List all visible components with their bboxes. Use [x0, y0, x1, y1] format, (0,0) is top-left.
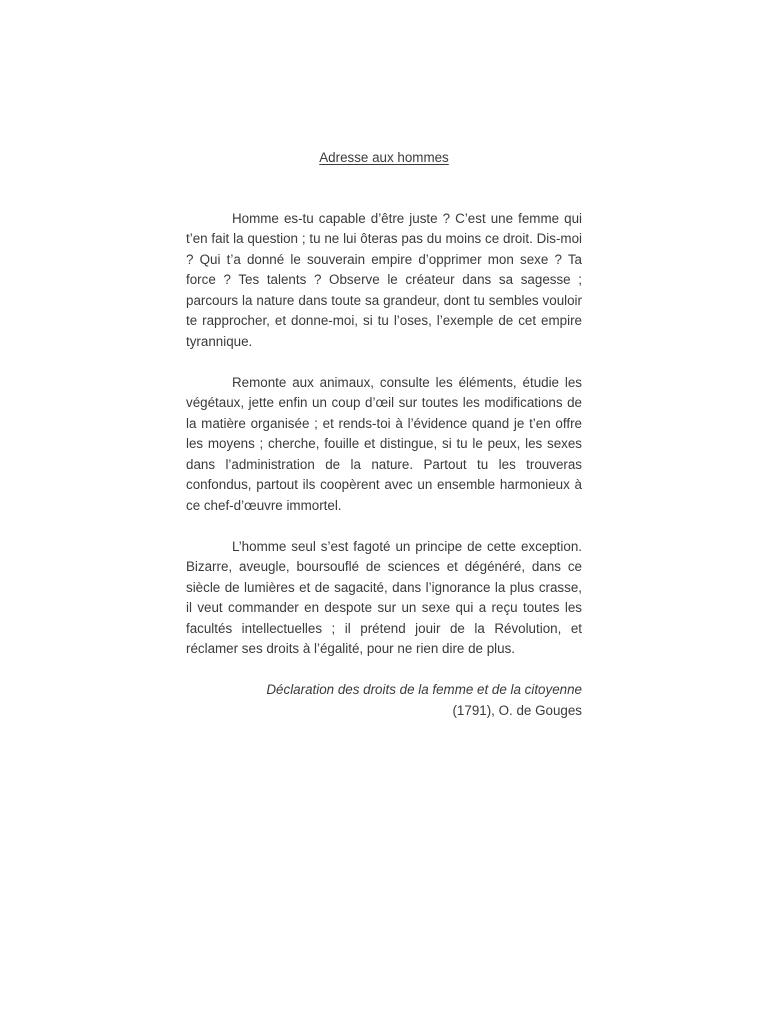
- citation: [186, 680, 582, 721]
- paragraph-2: Remonte aux animaux, consulte les éléments, étudie les végétaux, jette enfin un coup d’œil sur toutes les modifications de la matière organisée ; et rends-toi à l’évidence quand je t’en offre les moyens ; cherche, fouille et distingue, si tu le peux, les sexes dans l’administration de la nature. Partout tu les trouveras confondus, partout ils coopèrent avec un ensemble harmonieux à ce chef-d’œuvre immortel.: [186, 374, 582, 513]
- citation-source: (1791), O. de Gouges: [452, 702, 582, 718]
- document-title: Adresse aux hommes: [319, 150, 449, 165]
- citation-work-title: Déclaration des droits de la femme et de la citoyenne: [266, 682, 582, 697]
- paragraph-1: Homme es-tu capable d’être juste ? C’est une femme qui t’en fait la question ; tu ne lui ôteras pas du moins ce droit. Dis-moi ? Qui t’a donné le souverain empire d’opprimer mon sexe ? Ta force ? Tes talents ? Observe le créateur dans sa sagesse ; parcours la nature dans toute sa grandeur, dont tu sembles vouloir te rapprocher, et donne-moi, si tu l’oses, l’exemple de cet empire tyrannique.: [186, 210, 582, 349]
- document-body: [186, 148, 582, 721]
- paragraph-3: L’homme seul s’est fagoté un principe de cette exception. Bizarre, aveugle, boursouflé de sciences et dégénéré, dans ce siècle de lumières et de sagacité, dans l’ignorance la plus crasse, il veut commander en despote sur un sexe qui a reçu toutes les facultés intellectuelles ; il prétend jouir de la Révolution, et réclamer ses droits à l’égalité, pour ne rien dire de plus.: [186, 538, 582, 656]
